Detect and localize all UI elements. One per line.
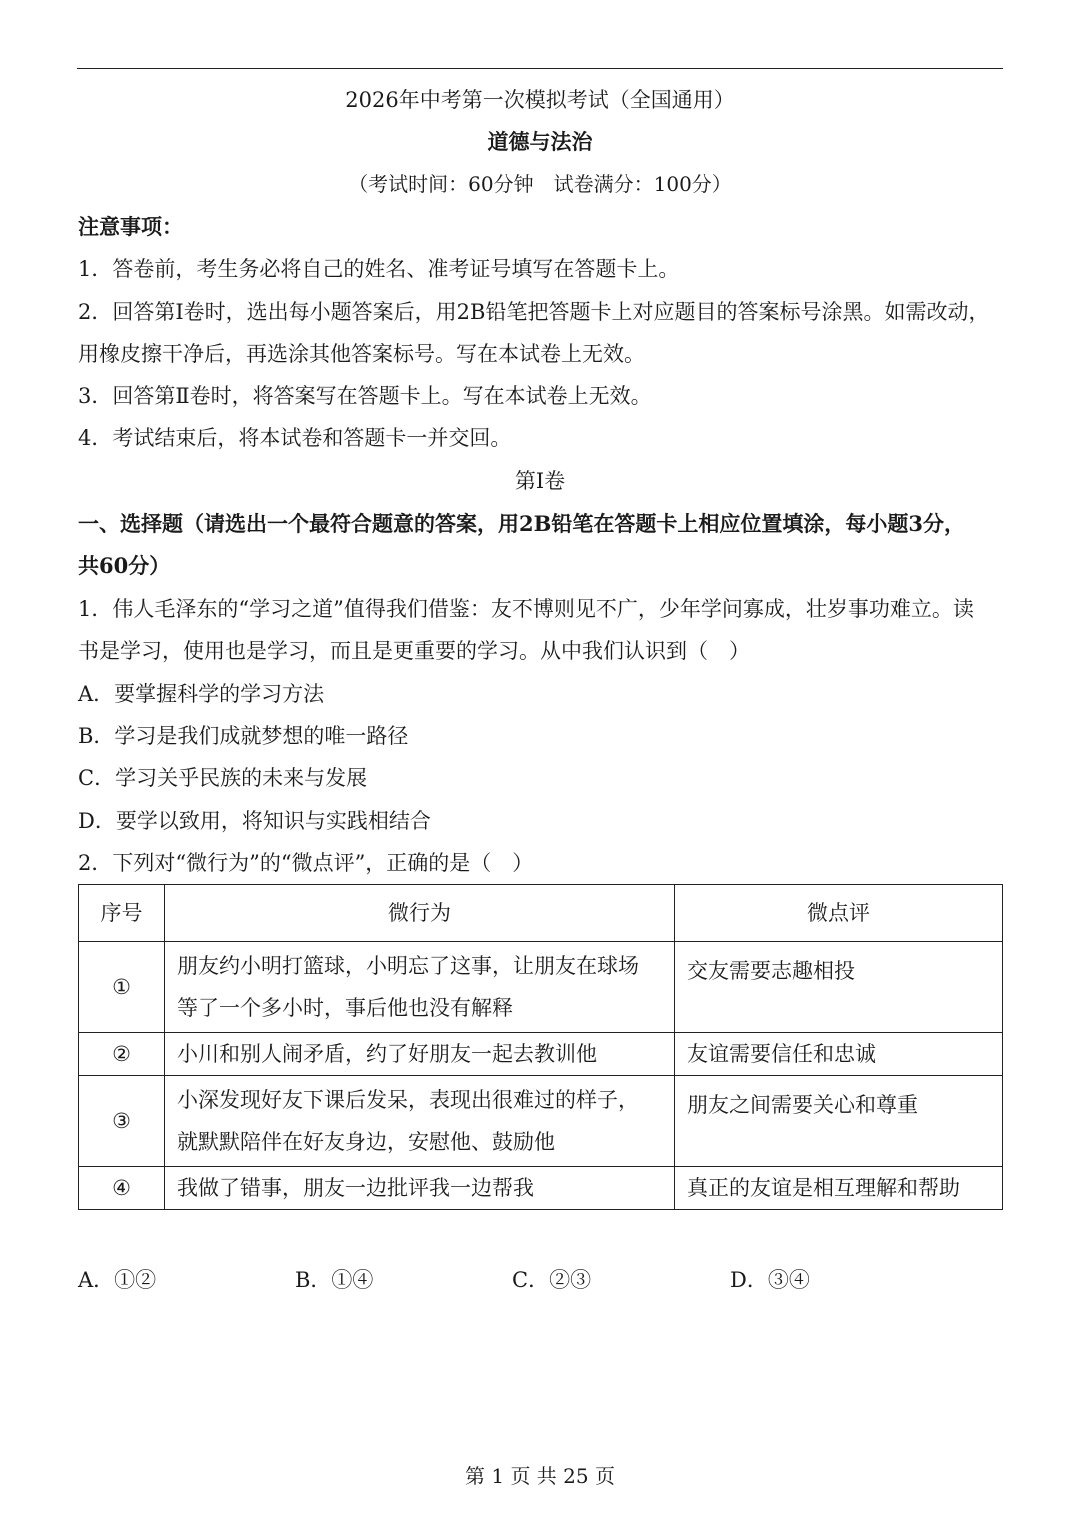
question-1-stem-cont: 书是学习，使用也是学习，而且是更重要的学习。从中我们认识到（ ） [78,639,750,663]
question-1-option-c: C．学习关乎民族的未来与发展 [78,766,368,790]
top-rule [77,68,1003,69]
question-2-stem: 2．下列对“微行为”的“微点评”，正确的是（ ） [78,851,534,875]
page-footer: 第 1 页 共 25 页 [465,1464,615,1488]
exam-meta: （考试时间：60分钟 试卷满分：100分） [348,172,732,196]
question-2-option-b: B．①④ [295,1268,374,1292]
section-heading-cont: 共60分） [78,553,171,578]
table-header-row [79,885,1003,942]
row-behavior [165,942,675,1033]
question-1-option-a: A．要掌握科学的学习方法 [78,682,325,706]
table-row [79,1076,1003,1167]
table-row [79,942,1003,1033]
table-row [79,1033,1003,1076]
question-2-option-a: A．①② [78,1268,157,1292]
question-2-option-d: D．③④ [730,1268,810,1292]
notice-item: 1．答卷前，考生务必将自己的姓名、准考证号填写在答题卡上。 [78,257,680,281]
row-comment: 朋友之间需要关心和尊重 [675,1076,1003,1167]
volume-title: 第Ⅰ卷 [514,469,566,493]
notice-item: 用橡皮擦干净后，再选涂其他答案标号。写在本试卷上无效。 [78,342,645,366]
row-comment: 友谊需要信任和忠诚 [675,1033,1003,1076]
row-behavior [165,1076,675,1167]
subject-title: 道德与法治 [487,129,593,154]
header-comment: 微点评 [675,885,1003,942]
row-comment: 交友需要志趣相投 [675,942,1003,1033]
header-number: 序号 [79,885,165,942]
notice-heading: 注意事项： [78,214,183,239]
row-number: ① [79,942,165,1033]
row-number: ④ [79,1167,165,1210]
exam-title: 2026年中考第一次模拟考试（全国通用） [345,88,735,112]
section-heading: 一、选择题（请选出一个最符合题意的答案，用2B铅笔在答题卡上相应位置填涂，每小题3分， [78,511,965,536]
question-2-table [78,884,1003,1210]
row-behavior-line: 朋友约小明打篮球，小明忘了这事，让朋友在球场 [177,954,639,978]
row-comment: 真正的友谊是相互理解和帮助 [675,1167,1003,1210]
row-number: ③ [79,1076,165,1167]
row-behavior: 小川和别人闹矛盾，约了好朋友一起去教训他 [165,1033,675,1076]
question-1-option-d: D．要学以致用，将知识与实践相结合 [78,809,431,833]
table-row [79,1167,1003,1210]
notice-item: 2．回答第Ⅰ卷时，选出每小题答案后，用2B铅笔把答题卡上对应题目的答案标号涂黑。如需改动， [78,300,990,324]
header-behavior: 微行为 [165,885,675,942]
question-1-stem: 1．伟人毛泽东的“学习之道”值得我们借鉴：友不博则见不广，少年学问寡成，壮岁事功难立。读 [78,597,974,621]
row-behavior-line: 就默默陪伴在好友身边，安慰他、鼓励他 [177,1130,555,1154]
notice-item: 3．回答第Ⅱ卷时，将答案写在答题卡上。写在本试卷上无效。 [78,384,652,408]
row-behavior: 我做了错事，朋友一边批评我一边帮我 [165,1167,675,1210]
row-behavior-line: 小深发现好友下课后发呆，表现出很难过的样子， [177,1088,639,1112]
notice-item: 4．考试结束后，将本试卷和答题卡一并交回。 [78,426,512,450]
row-number: ② [79,1033,165,1076]
question-2-option-c: C．②③ [512,1268,592,1292]
row-behavior-line: 等了一个多小时，事后他也没有解释 [177,996,513,1020]
question-1-option-b: B．学习是我们成就梦想的唯一路径 [78,724,409,748]
